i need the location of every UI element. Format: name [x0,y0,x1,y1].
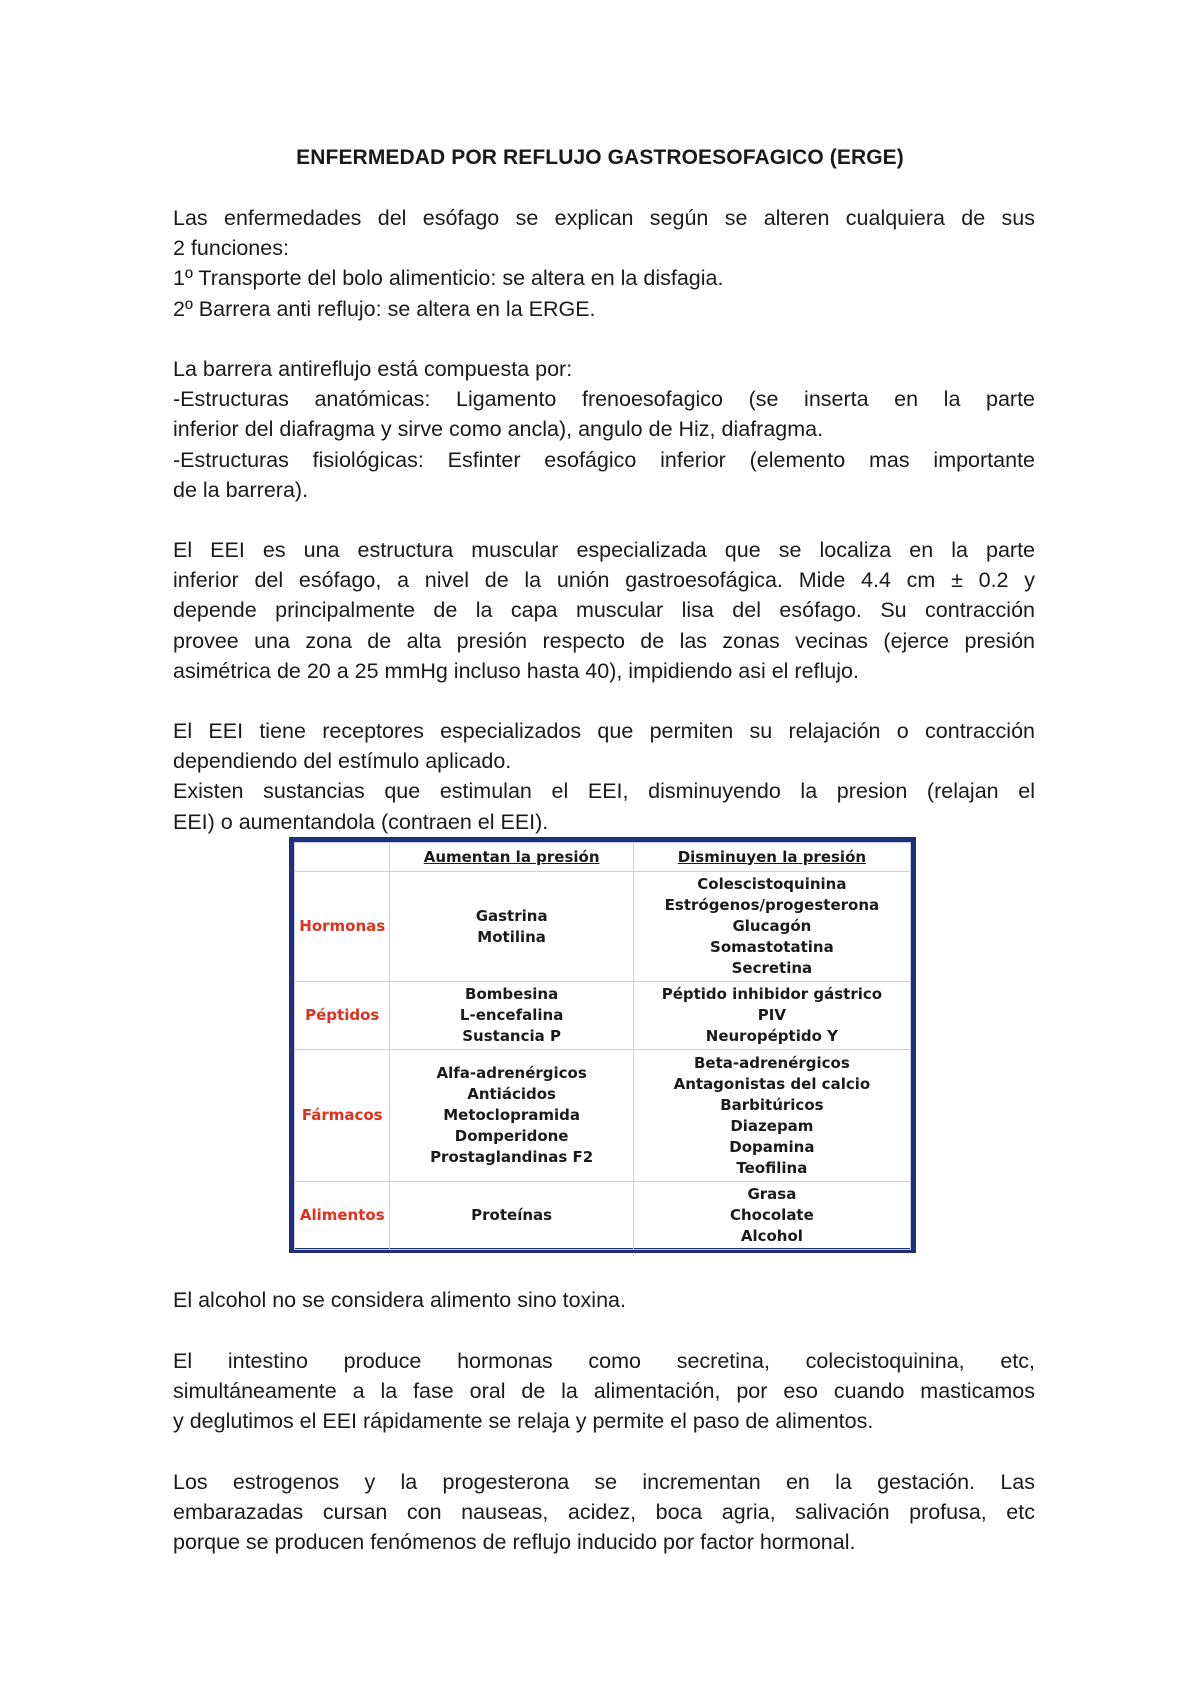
substance-item: Somastotatina [710,938,834,956]
column-header-decrease: Disminuyen la presión [633,843,910,872]
substances-table [289,837,916,1253]
substance-item: Estrógenos/progesterona [664,896,880,914]
substance-item: Dopamina [729,1137,815,1156]
substance-item: Motilina [477,927,546,946]
substance-item: Antiácidos [467,1085,556,1103]
table-corner-cell [295,843,390,872]
substances-table-grid [294,842,911,1250]
text-line: -Estructuras fisiológicas: Esfinter esofágico inferior (elemento mas importante [173,447,1035,472]
decrease-cell [633,1182,910,1250]
substance-item: Grasa [747,1185,797,1203]
substance-item: Secretina [731,959,813,977]
text-line: inferior del diafragma y sirve como ancla), angulo de Hiz, diafragma. [173,417,824,442]
decrease-cell [633,1050,910,1182]
table-row [295,872,911,982]
text-line: inferior del esófago, a nivel de la unión gastroesofágica. Mide 4.4 cm ± 0.2 y [173,568,1035,593]
substance-item: Beta-adrenérgicos [693,1053,850,1072]
alcohol-paragraph [173,1285,1035,1315]
text-line: y deglutimos el EEI rápidamente se relaja y permite el paso de alimentos. [173,1409,874,1434]
text-line: 2º Barrera anti reflujo: se altera en la ERGE. [173,296,596,321]
text-line: EEI) o aumentandola (contraen el EEI). [173,809,549,834]
decrease-cell [633,982,910,1050]
substance-item: Teofilina [736,1158,808,1177]
text-line: La barrera antireflujo está compuesta por: [173,357,573,381]
eei-paragraph [173,535,1035,686]
substance-item: Glucagón [732,917,812,935]
substance-item: Chocolate [729,1206,814,1224]
substance-item: Bombesina [465,985,559,1003]
table-row [295,1182,911,1250]
increase-cell [390,982,633,1050]
category-cell: Fármacos [295,1050,390,1182]
substance-item: Barbitúricos [720,1095,824,1114]
column-header-increase: Aumentan la presión [390,843,633,872]
text-line: porque se producen fenómenos de reflujo inducido por factor hormonal. [173,1530,856,1555]
text-line: 2 funciones: [173,236,289,261]
text-line: embarazadas cursan con nauseas, acidez, boca agria, salivación profusa, etc [173,1500,1035,1525]
substance-item: Colescistoquinina [697,875,847,893]
substance-item: Diazepam [730,1116,814,1135]
text-line: -Estructuras anatómicas: Ligamento frenoesofagico (se inserta en la parte [173,387,1035,412]
text-line: El intestino produce hormonas como secretina, colecistoquinina, etc, [173,1349,1035,1373]
text-line: depende principalmente de la capa muscular lisa del esófago. Su contracción [173,598,1035,623]
substance-item: Sustancia P [462,1027,561,1045]
text-line: El alcohol no se considera alimento sino toxina. [173,1288,626,1312]
intro-paragraph [173,203,1035,324]
table-row [295,982,911,1050]
substance-item: Prostaglandinas F2 [430,1148,594,1166]
increase-cell [390,872,633,982]
category-cell: Alimentos [295,1182,390,1250]
text-line: Existen sustancias que estimulan el EEI, disminuyendo la presion (relajan el [173,779,1035,804]
text-line: El EEI es una estructura muscular especializada que se localiza en la parte [173,538,1035,562]
text-line: asimétrica de 20 a 25 mmHg incluso hasta 40), impidiendo asi el reflujo. [173,658,859,683]
substance-item: Domperidone [454,1127,569,1145]
decrease-cell [633,872,910,982]
estrogens-paragraph [173,1467,1035,1558]
substance-item: Neuropéptido Y [705,1027,838,1045]
intestine-paragraph [173,1346,1035,1437]
category-cell: Péptidos [295,982,390,1050]
barrier-paragraph [173,354,1035,505]
substance-item: PIV [757,1006,786,1024]
table-row [295,1050,911,1182]
substance-item: Metoclopramida [443,1106,581,1124]
increase-cell [390,1182,633,1250]
receptors-paragraph [173,716,1035,837]
substance-item: L-encefalina [459,1006,564,1024]
document-title: ENFERMEDAD POR REFLUJO GASTROESOFAGICO (ERGE) [296,146,904,169]
increase-cell [390,1050,633,1182]
substance-item: Alfa-adrenérgicos [436,1064,587,1082]
substance-item: Alcohol [740,1227,803,1245]
text-line: 1º Transporte del bolo alimenticio: se altera en la disfagia. [173,266,724,291]
text-line: simultáneamente a la fase oral de la alimentación, por eso cuando masticamos [173,1379,1035,1404]
text-line: provee una zona de alta presión respecto de las zonas vecinas (ejerce presión [173,628,1035,653]
substance-item: Gastrina [475,906,548,925]
table-header-row [295,843,911,872]
category-cell: Hormonas [295,872,390,982]
text-line: Los estrogenos y la progesterona se incrementan en la gestación. Las [173,1470,1035,1494]
text-line: dependiendo del estímulo aplicado. [173,749,512,774]
text-line: Las enfermedades del esófago se explican según se alteren cualquiera de sus [173,206,1035,230]
substance-item: Proteínas [471,1206,553,1224]
substance-item: Antagonistas del calcio [673,1074,871,1093]
text-line: de la barrera). [173,477,309,502]
substance-item: Péptido inhibidor gástrico [661,985,883,1003]
text-line: El EEI tiene receptores especializados que permiten su relajación o contracción [173,719,1035,743]
